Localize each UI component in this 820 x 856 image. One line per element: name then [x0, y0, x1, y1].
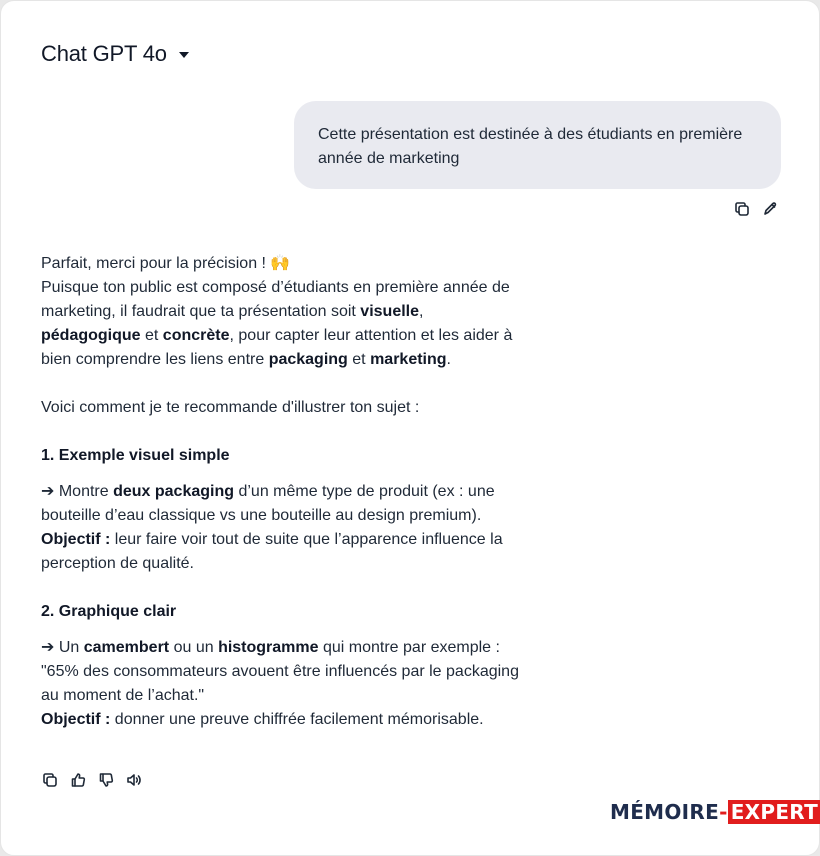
model-title: Chat GPT 4o — [41, 41, 167, 66]
caret-down-icon — [179, 52, 189, 58]
section-2-body: ➔ Un camembert ou un histogramme qui montre par exemple : "65% des consommateurs avouent être influencés par le packaging au moment de l’achat." — [41, 639, 519, 704]
section-1-objective: Objectif : leur faire voir tout de suite que l’apparence influence la perception de qualité. — [41, 531, 503, 572]
assistant-answer — [41, 252, 541, 732]
logo-part-2: EXPERT — [728, 800, 820, 824]
answer-intro-line: Parfait, merci pour la précision ! 🙌 — [41, 255, 291, 272]
answer-intro-paragraph: Puisque ton public est composé d’étudiants en première année de marketing, il faudrait que ta présentation soit visuelle, pédagogique et concrète, pour capter leur attention et les aider à bien comprendre les liens entre packaging et marketing. — [41, 279, 513, 368]
section-1-title: 1. Exemple visuel simple — [41, 447, 230, 464]
thumbs-down-icon[interactable] — [97, 771, 115, 789]
user-message-bubble — [294, 101, 781, 189]
user-message-actions — [733, 200, 779, 218]
thumbs-up-icon[interactable] — [69, 771, 87, 789]
section-2-objective: Objectif : donner une preuve chiffrée facilement mémorisable. — [41, 711, 484, 728]
section-2-title: 2. Graphique clair — [41, 603, 177, 620]
copy-icon[interactable] — [733, 200, 751, 218]
pencil-icon[interactable] — [761, 200, 779, 218]
speaker-icon[interactable] — [125, 771, 143, 789]
model-selector[interactable] — [41, 41, 189, 67]
copy-icon[interactable] — [41, 771, 59, 789]
memoire-expert-logo — [610, 798, 820, 826]
user-message-text: Cette présentation est destinée à des étudiants en première année de marketing — [318, 126, 743, 167]
logo-dash: - — [719, 800, 728, 824]
logo-part-1: MÉMOIRE — [610, 800, 720, 824]
answer-recommendation: Voici comment je te recommande d'illustrer ton sujet : — [41, 399, 420, 416]
answer-actions — [41, 771, 143, 789]
section-1-body: ➔ Montre deux packaging d’un même type de produit (ex : une bouteille d’eau classique vs une bouteille au design premium). — [41, 483, 495, 524]
